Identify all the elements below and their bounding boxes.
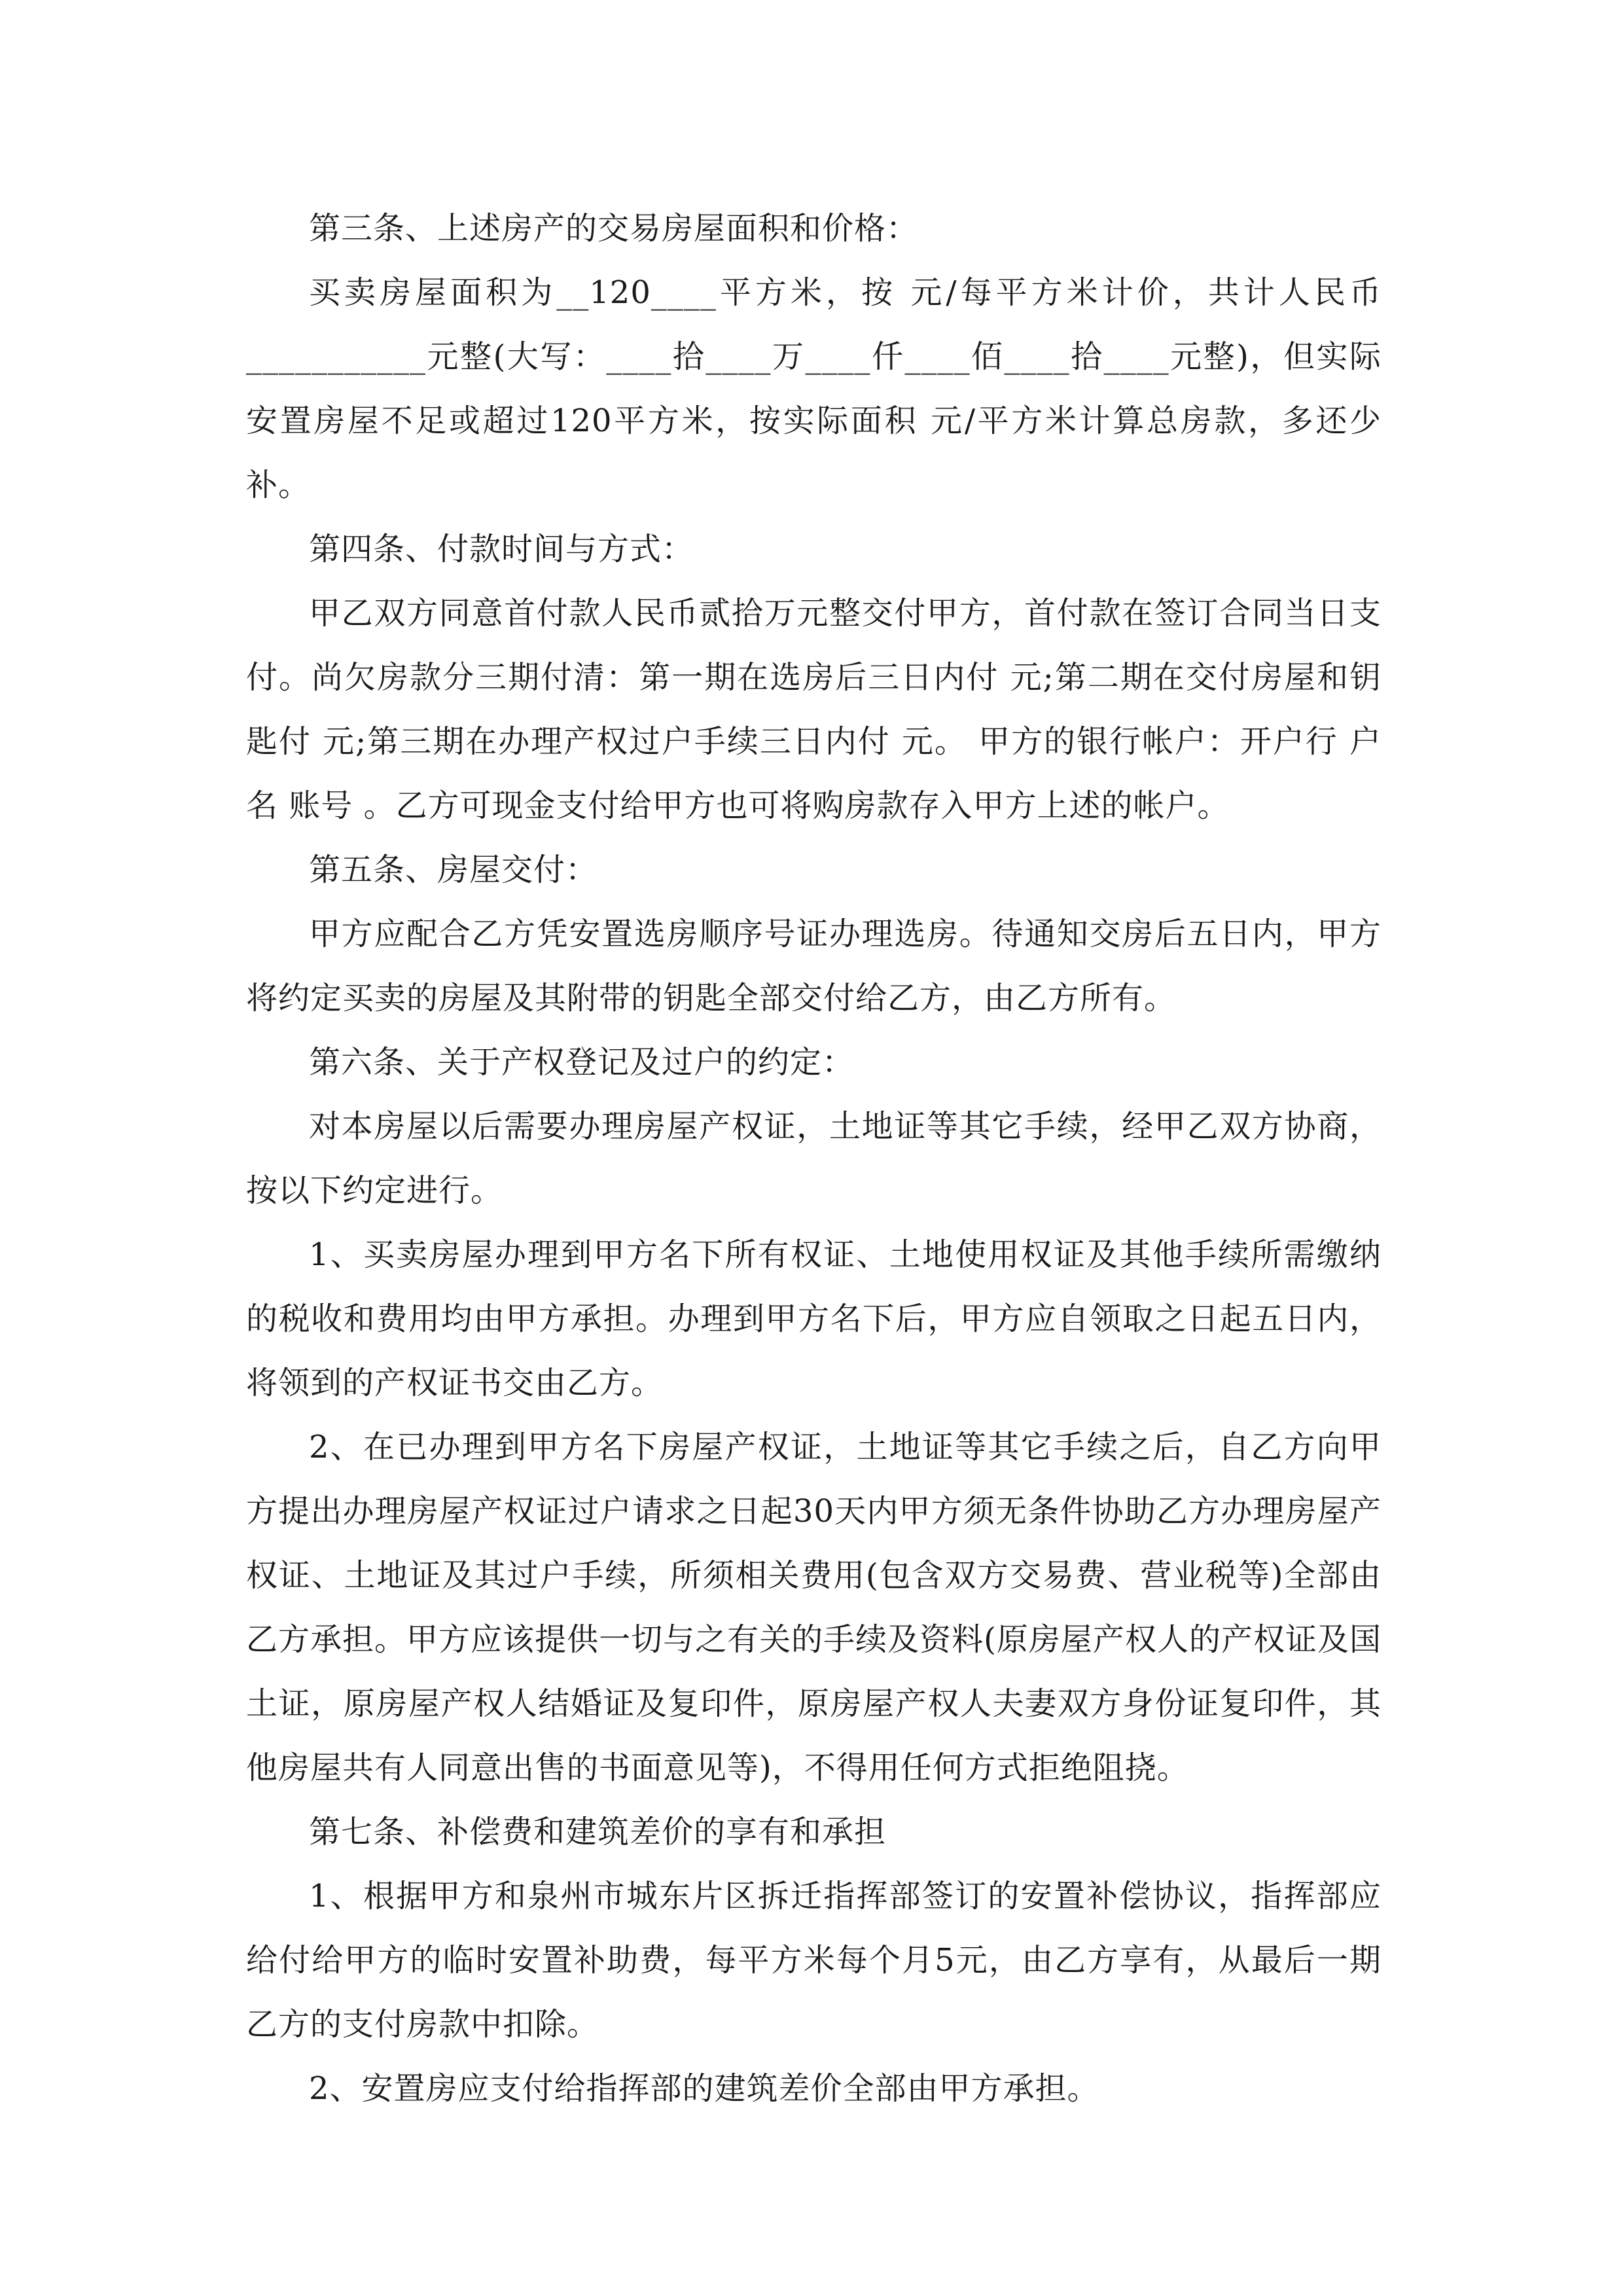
article-7-heading: 第七条、补偿费和建筑差价的享有和承担 (309, 1814, 887, 1850)
article-6-clause-2: 2、在已办理到甲方名下房屋产权证，土地证等其它手续之后，自乙方向甲方提出办理房屋产权证过户请求之日起30天内甲方须无条件协助乙方办理房屋产权证、土地证及其过户手续，所须相关费用(包含双方交易费、营业税等)全部由乙方承担。甲方应该提供一切与之有关的手续及资料(原房屋产权人的产权证及国土证，原房屋产权人结婚证及复印件，原房屋产权人夫妻双方身份证复印件，其他房屋共有人同意出售的书面意见等)，不得用任何方式拒绝阻挠。 (246, 1429, 1382, 1786)
article-3-body: 买卖房屋面积为__120____平方米，按 元/每平方米计价，共计人民币___________元整(大写：____拾____万____仟____佰____拾____元整)，但实际安置房屋不足或超过120平方米，按实际面积 元/平方米计算总房款，多还少补。 (246, 274, 1382, 503)
article-6-heading: 第六条、关于产权登记及过户的约定： (309, 1044, 855, 1081)
article-7-clause-2: 2、安置房应支付给指挥部的建筑差价全部由甲方承担。 (309, 2070, 1099, 2107)
article-5-heading: 第五条、房屋交付： (309, 852, 598, 888)
article-6-clause-1: 1、买卖房屋办理到甲方名下所有权证、土地使用权证及其他手续所需缴纳的税收和费用均由甲方承担。办理到甲方名下后，甲方应自领取之日起五日内，将领到的产权证书交由乙方。 (246, 1236, 1382, 1401)
article-5-body: 甲方应配合乙方凭安置选房顺序号证办理选房。待通知交房后五日内，甲方将约定买卖的房屋及其附带的钥匙全部交付给乙方，由乙方所有。 (246, 916, 1382, 1016)
article-4-heading: 第四条、付款时间与方式： (309, 531, 694, 567)
document-body (246, 196, 1382, 2121)
article-3-heading: 第三条、上述房产的交易房屋面积和价格： (309, 210, 919, 247)
article-4-body: 甲乙双方同意首付款人民币贰拾万元整交付甲方，首付款在签订合同当日支付。尚欠房款分三期付清：第一期在选房后三日内付 元;第二期在交付房屋和钥匙付 元;第三期在办理产权过户手续三日内付 元。 甲方的银行帐户：开户行 户名 账号 。乙方可现金支付给甲方也可将购房款存入甲方上述的帐户。 (246, 595, 1382, 824)
article-7-clause-1: 1、根据甲方和泉州市城东片区拆迁指挥部签订的安置补偿协议，指挥部应给付给甲方的临时安置补助费，每平方米每个月5元，由乙方享有，从最后一期乙方的支付房款中扣除。 (246, 1878, 1382, 2043)
article-6-intro: 对本房屋以后需要办理房屋产权证，土地证等其它手续，经甲乙双方协商，按以下约定进行。 (246, 1108, 1382, 1209)
